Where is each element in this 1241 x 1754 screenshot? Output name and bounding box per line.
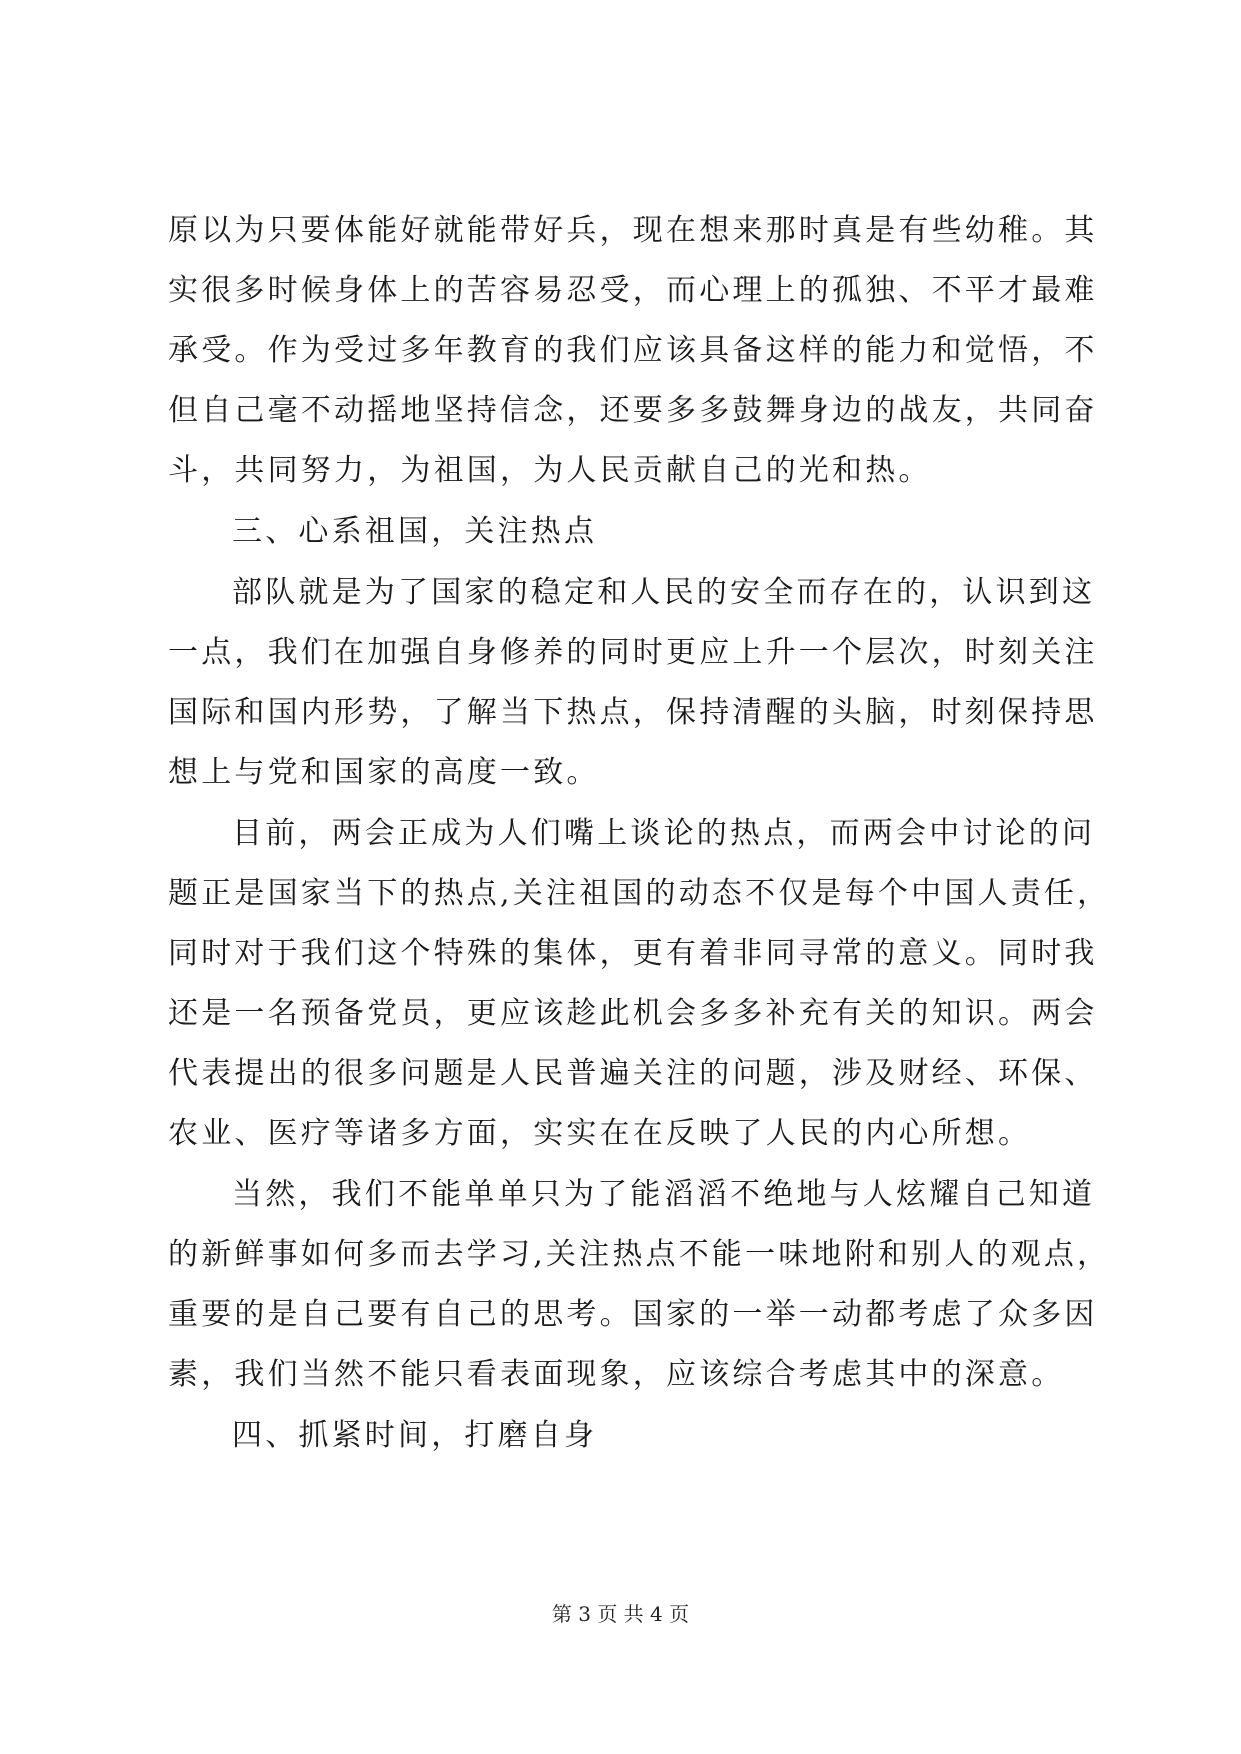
body-line: 一点，我们在加强自身修养的同时更应上升一个层次，时刻关注 xyxy=(168,635,1098,670)
body-line: 斗，共同努力，为祖国，为人民贡献自己的光和热。 xyxy=(168,453,932,488)
paragraph-first-line: 部队就是为了国家的稳定和人民的安全而存在的，认识到这 xyxy=(232,575,1096,610)
body-line: 的新鲜事如何多而去学习,关注热点不能一味地附和别人的观点， xyxy=(168,1237,1111,1272)
body-line: 国际和国内形势，了解当下热点，保持清醒的头脑，时刻保持思 xyxy=(168,695,1098,730)
body-line: 实很多时候身体上的苦容易忍受，而心理上的孤独、不平才最难 xyxy=(168,273,1098,308)
body-line: 农业、医疗等诸多方面，实实在在反映了人民的内心所想。 xyxy=(168,1116,1032,1151)
body-line: 想上与党和国家的高度一致。 xyxy=(168,755,600,790)
section-heading: 四、抓紧时间，打磨自身 xyxy=(232,1418,598,1453)
body-line: 代表提出的很多问题是人民普遍关注的问题，涉及财经、环保、 xyxy=(168,1056,1098,1091)
paragraph-first-line: 目前，两会正成为人们嘴上谈论的热点，而两会中讨论的问 xyxy=(232,816,1096,851)
body-line: 但自己毫不动摇地坚持信念，还要多多鼓舞身边的战友，共同奋 xyxy=(168,393,1098,428)
body-line: 题正是国家当下的热点,关注祖国的动态不仅是每个中国人责任， xyxy=(168,876,1111,911)
body-line: 重要的是自己要有自己的思考。国家的一举一动都考虑了众多因 xyxy=(168,1297,1098,1332)
page-number-footer: 第 3 页 共 4 页 xyxy=(551,1602,690,1626)
body-line: 原以为只要体能好就能带好兵，现在想来那时真是有些幼稚。其 xyxy=(168,213,1098,248)
paragraph-first-line: 当然，我们不能单单只为了能滔滔不绝地与人炫耀自己知道 xyxy=(232,1177,1096,1212)
body-line: 承受。作为受过多年教育的我们应该具备这样的能力和觉悟，不 xyxy=(168,333,1098,368)
section-heading: 三、心系祖国，关注热点 xyxy=(232,514,598,549)
body-line: 素，我们当然不能只看表面现象，应该综合考虑其中的深意。 xyxy=(168,1357,1065,1392)
body-line: 还是一名预备党员，更应该趁此机会多多补充有关的知识。两会 xyxy=(168,996,1098,1031)
body-line: 同时对于我们这个特殊的集体，更有着非同寻常的意义。同时我 xyxy=(168,936,1098,971)
